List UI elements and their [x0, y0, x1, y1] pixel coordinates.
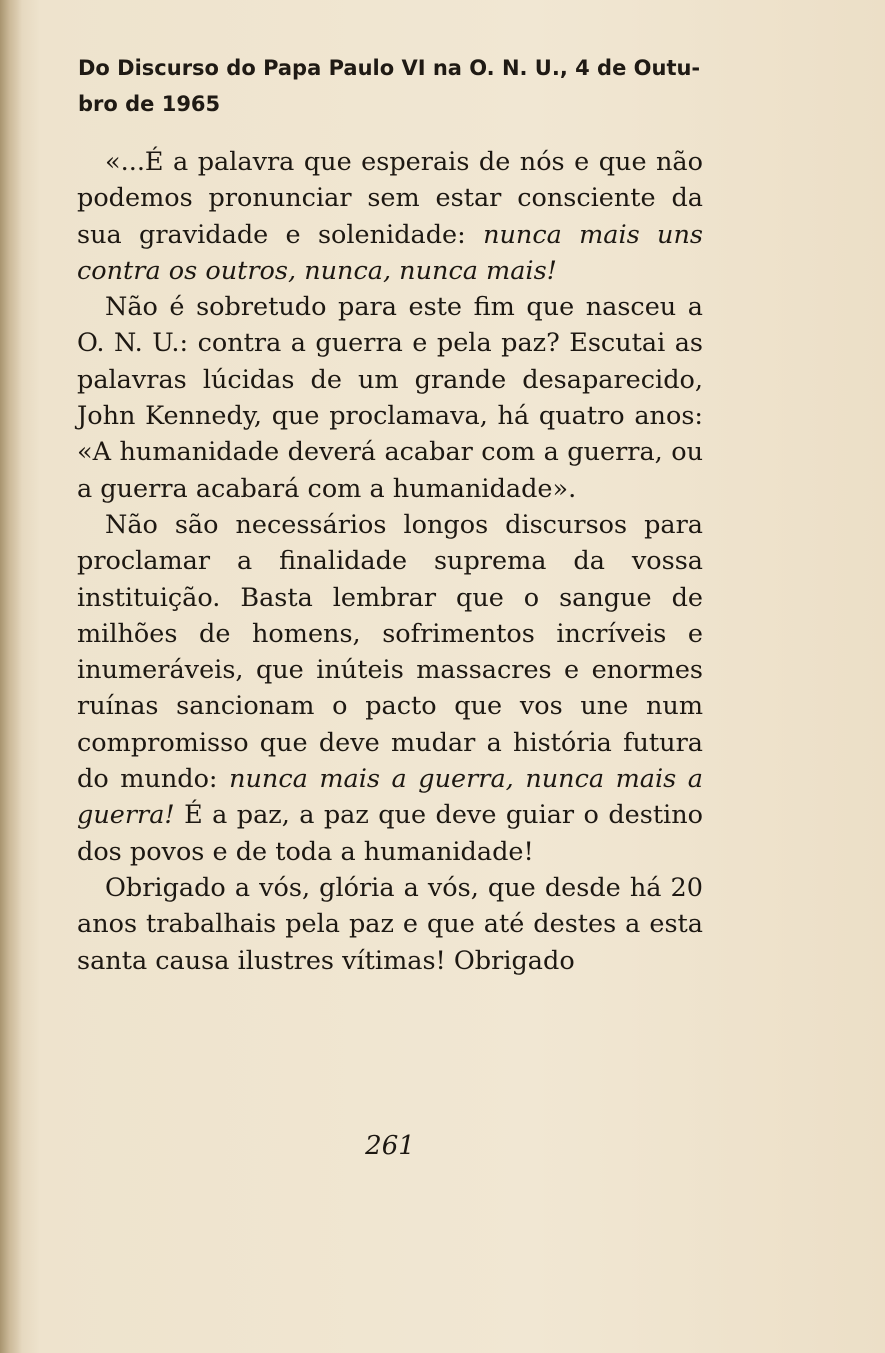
section-heading: [78, 50, 818, 122]
paragraph-4: [77, 870, 703, 979]
paragraph-2-text: Não é sobretudo para este fim que nasceu a O. N. U.: contra a guerra e pela paz? Escutai as palavras lúcidas de um grande desaparecido, John Kennedy, que proclamava, há quatro anos: «A humanidade deverá acabar com a guerra, ou a guerra acabará com a humanidade».: [77, 292, 703, 504]
paragraph-2: [77, 289, 703, 507]
paragraph-1: [77, 144, 703, 289]
paragraph-3-text: Não são necessários longos discursos para proclamar a finalidade suprema da vossa instituição. Basta lembrar que o sangue de milhões de homens, sofrimentos incríveis e inumeráveis, que inúteis massacres e enormes ruínas sancionam o pacto que vos une num compromisso que deve mudar a história futura do mundo:: [77, 509, 703, 795]
paragraph-3-text-end: É a paz, a paz que deve guiar o destino dos povos e de toda a humanidade!: [77, 800, 703, 867]
paragraph-4-text: Obrigado a vós, glória a vós, que desde há 20 anos trabalhais pela paz e que até destes a esta santa causa ilustres vítimas! Obrigado: [77, 872, 703, 976]
body-text: [77, 144, 703, 979]
paragraph-1-text: «...É a palavra que esperais de nós e que não podemos pronunciar sem estar consciente da sua gravidade e solenidade:: [77, 147, 703, 250]
paragraph-3-italic: nunca mais a guerra, nunca mais a guerra!: [77, 764, 703, 831]
heading-line-1: Do Discurso do Papa Paulo VI na O. N. U., 4 de Outu-: [78, 56, 701, 80]
paragraph-3: [77, 507, 703, 870]
page-number: 261: [365, 1131, 415, 1161]
heading-line-2: bro de 1965: [78, 92, 221, 116]
paragraph-1-italic: nunca mais uns contra os outros, nunca, nunca mais!: [77, 219, 703, 286]
